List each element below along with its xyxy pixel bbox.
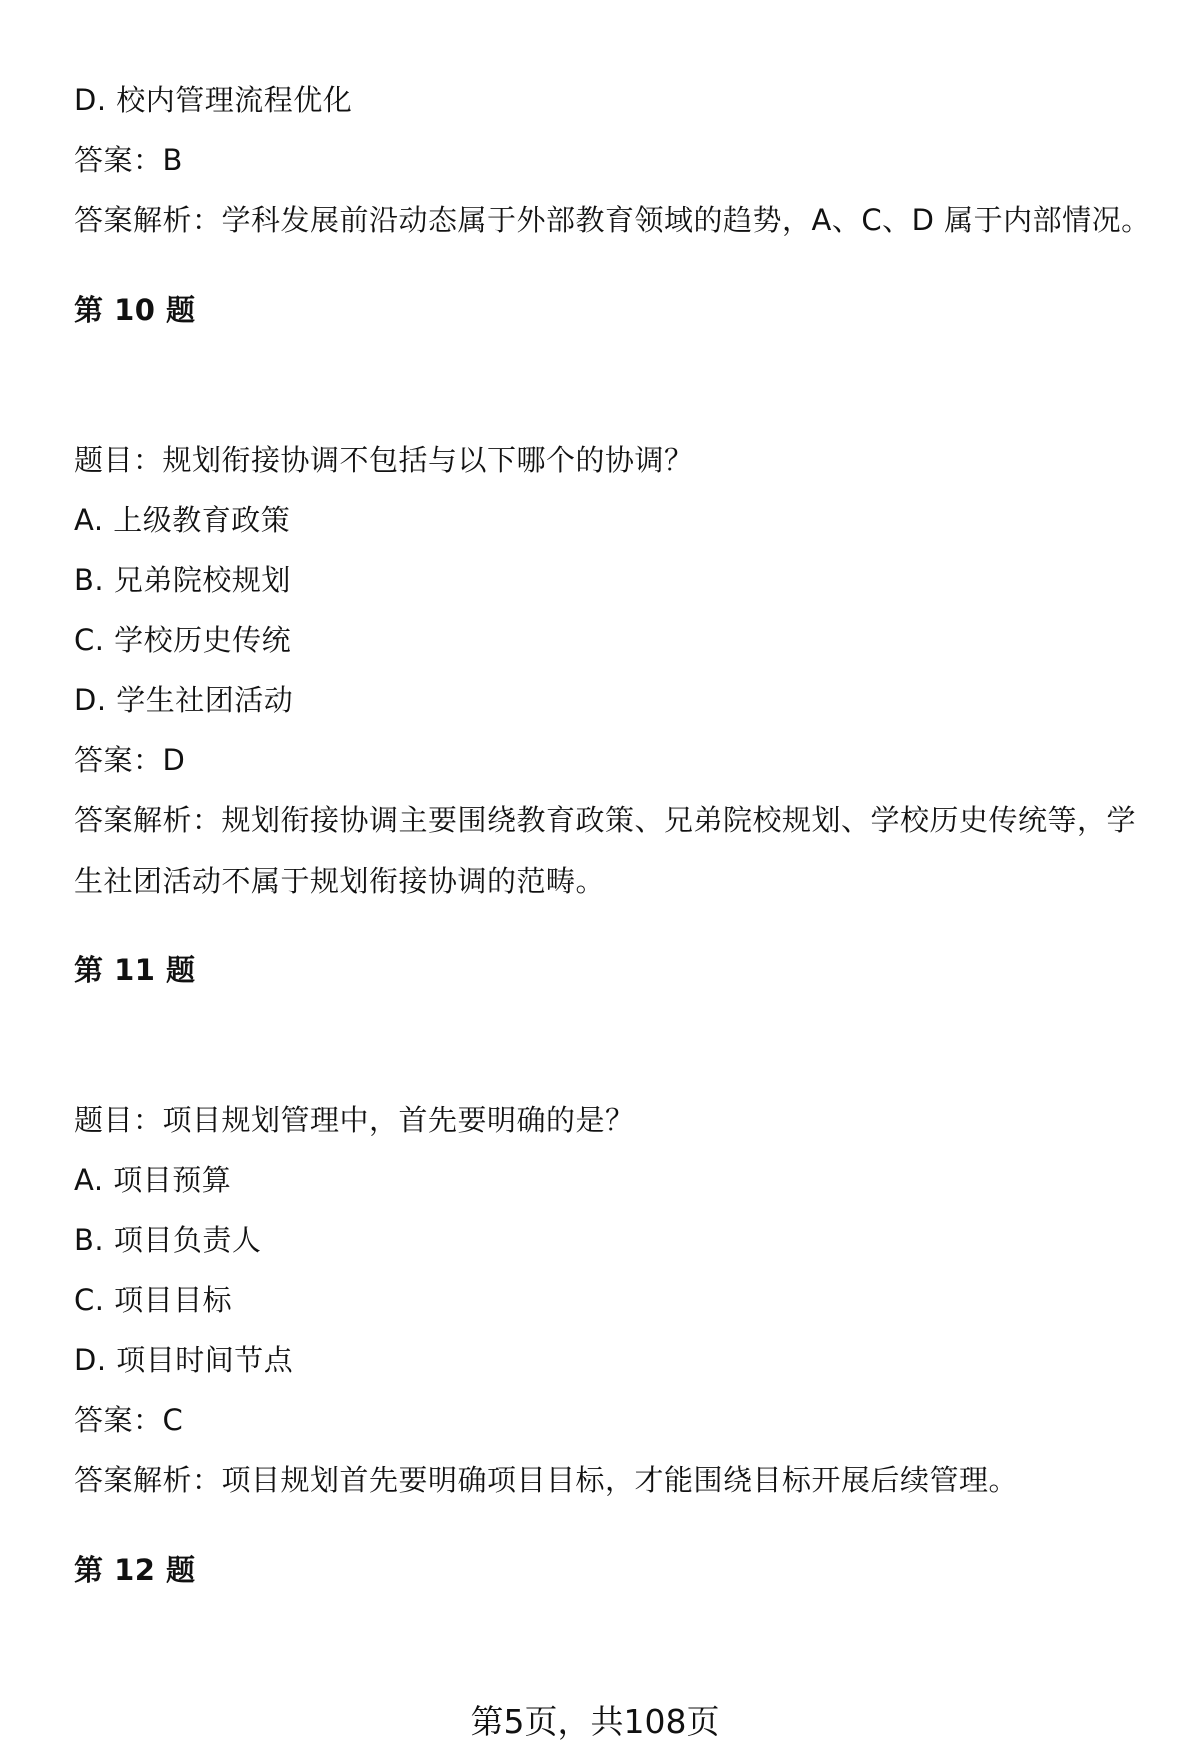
q10-option-a: A. 上级教育政策 (74, 503, 291, 537)
page-number-footer: 第5页，共108页 (470, 1702, 720, 1741)
q11-option-a: A. 项目预算 (74, 1163, 232, 1197)
q10-heading: 第 10 题 (74, 293, 196, 327)
q11-answer: 答案：C (74, 1403, 184, 1437)
q10-option-b: B. 兄弟院校规划 (74, 563, 291, 597)
q11-option-d: D. 项目时间节点 (74, 1343, 294, 1377)
q11-option-c: C. 项目目标 (74, 1283, 233, 1317)
q10-option-c: C. 学校历史传统 (74, 623, 292, 657)
q11-explanation: 答案解析：项目规划首先要明确项目目标，才能围绕目标开展后续管理。 (74, 1463, 1019, 1497)
q11-question: 题目：项目规划管理中，首先要明确的是？ (74, 1103, 635, 1137)
q9-explanation: 答案解析：学科发展前沿动态属于外部教育领域的趋势，A、C、D 属于内部情况。 (74, 203, 1151, 237)
q10-question: 题目：规划衔接协调不包括与以下哪个的协调？ (74, 443, 694, 477)
q10-option-d: D. 学生社团活动 (74, 683, 294, 717)
q9-option-d: D. 校内管理流程优化 (74, 83, 353, 117)
q10-answer: 答案：D (74, 743, 186, 777)
q9-answer: 答案：B (74, 143, 183, 177)
q11-heading: 第 11 题 (74, 953, 196, 987)
q12-heading: 第 12 题 (74, 1553, 196, 1587)
q10-explanation: 答案解析：规划衔接协调主要围绕教育政策、兄弟院校规划、学校历史传统等，学生社团活动不属于规划衔接协调的范畴。 (74, 803, 1137, 898)
q11-option-b: B. 项目负责人 (74, 1223, 262, 1257)
